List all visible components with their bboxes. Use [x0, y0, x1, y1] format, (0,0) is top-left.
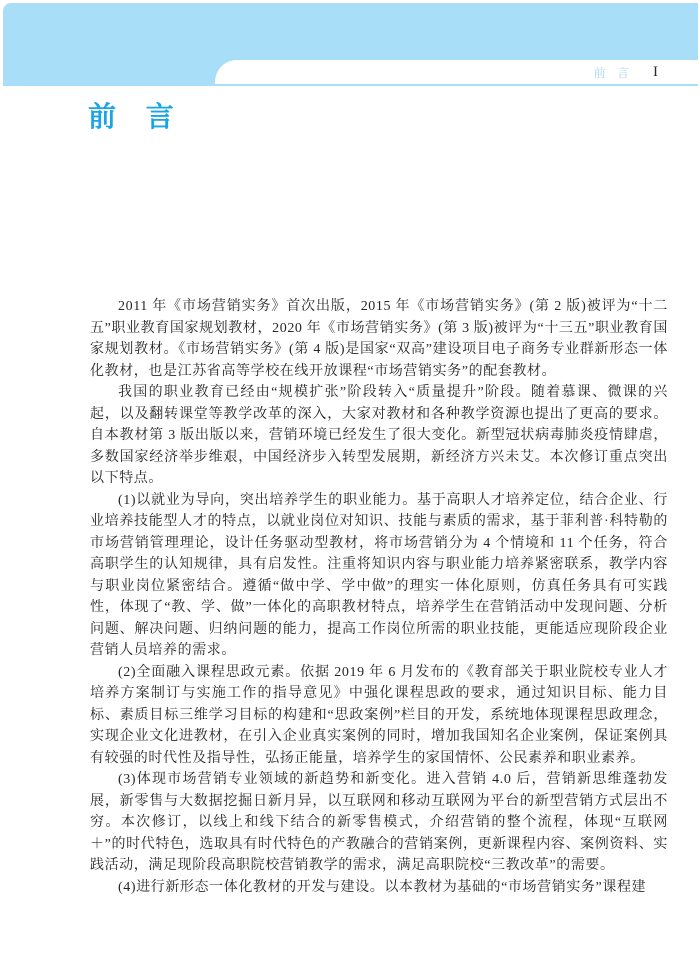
paragraph-edition-history: 2011 年《市场营销实务》首次出版，2015 年《市场营销实务》(第 2 版)被评为“十二五”职业教育国家规划教材，2020 年《市场营销实务》(第 3 版)被评为“十三五”职业教育国家规划教材。《市场营销实务》(第 4 版)是国家“双高”建设项目电子商务专业群新形态一体化教材，也是江苏省高等学校在线开放课程“市场营销实务”的配套教材。 — [90, 299, 668, 379]
paragraph-background: 我国的职业教育已经由“规模扩张”阶段转入“质量提升”阶段。随着慕课、微课的兴起，以及翻转课堂等教学改革的深入，大家对教材和各种教学资源也提出了更高的要求。自本教材第 3 版出版以来，营销环境已经发生了很大变化。新型冠状病毒肺炎疫情肆虐，多数国家经济举步维艰，中国经济步入转型发展期，新经济方兴未艾。本次修订重点突出以下特点。 — [90, 385, 668, 486]
paragraph-feature-1: (1)以就业为导向，突出培养学生的职业能力。基于高职人才培养定位，结合企业、行业培养技能型人才的特点，以就业岗位对知识、技能与素质的需求，基于菲利普·科特勒的市场营销管理理论，设计任务驱动型教材，将市场营销分为 4 个情境和 11 个任务，符合高职学生的认知规律，具有启发性。注重将知识内容与职业能力培养紧密联系，教学内容与职业岗位紧密结合。遵循“做中学、学中做”的理实一体化原则，仿真任务具有可实践性，体现了“教、学、做”一体化的高职教材特点，培养学生在营销活动中发现问题、分析问题、解决问题、归纳问题的能力，提高工作岗位所需的职业技能，更能适应现阶段企业营销人员培养的需求。 — [90, 492, 668, 658]
top-banner — [3, 3, 698, 86]
preface-body — [90, 296, 668, 898]
page-title: 前 言 — [88, 101, 175, 132]
paragraph-feature-2: (2)全面融入课程思政元素。依据 2019 年 6 月发布的《教育部关于职业院校专业人才培养方案制订与实施工作的指导意见》中强化课程思政的要求，通过知识目标、能力目标、素质目标三维学习目标的构建和“思政案例”栏目的开发，系统地体现课程思政理念，实现企业文化进教材，在引入企业真实案例的同时，增加我国知名企业案例，保证案例具有较强的时代性及指导性，弘扬正能量，培养学生的家国情怀、公民素养和职业素养。 — [90, 664, 668, 766]
paragraph-feature-3: (3)体现市场营销专业领域的新趋势和新变化。进入营销 4.0 后，营销新思维蓬勃发展，新零售与大数据挖掘日新月异，以互联网和移动互联网为平台的新型营销方式层出不穷。本次修订，以线上和线下结合的新零售模式，介绍营销的整个流程，体现“互联网＋”的时代特色，选取具有时代特色的产教融合的营销案例，更新课程内容、案例资料、实践活动，满足现阶段高职院校营销教学的需求，满足高职院校“三教改革”的需要。 — [90, 772, 668, 873]
paragraph-feature-4: (4)进行新形态一体化教材的开发与建设。以本教材为基础的“市场营销实务”课程建 — [118, 879, 647, 895]
running-head-title: 前 言 — [593, 65, 631, 80]
running-head-strip — [215, 60, 698, 84]
page-number: I — [653, 63, 658, 80]
